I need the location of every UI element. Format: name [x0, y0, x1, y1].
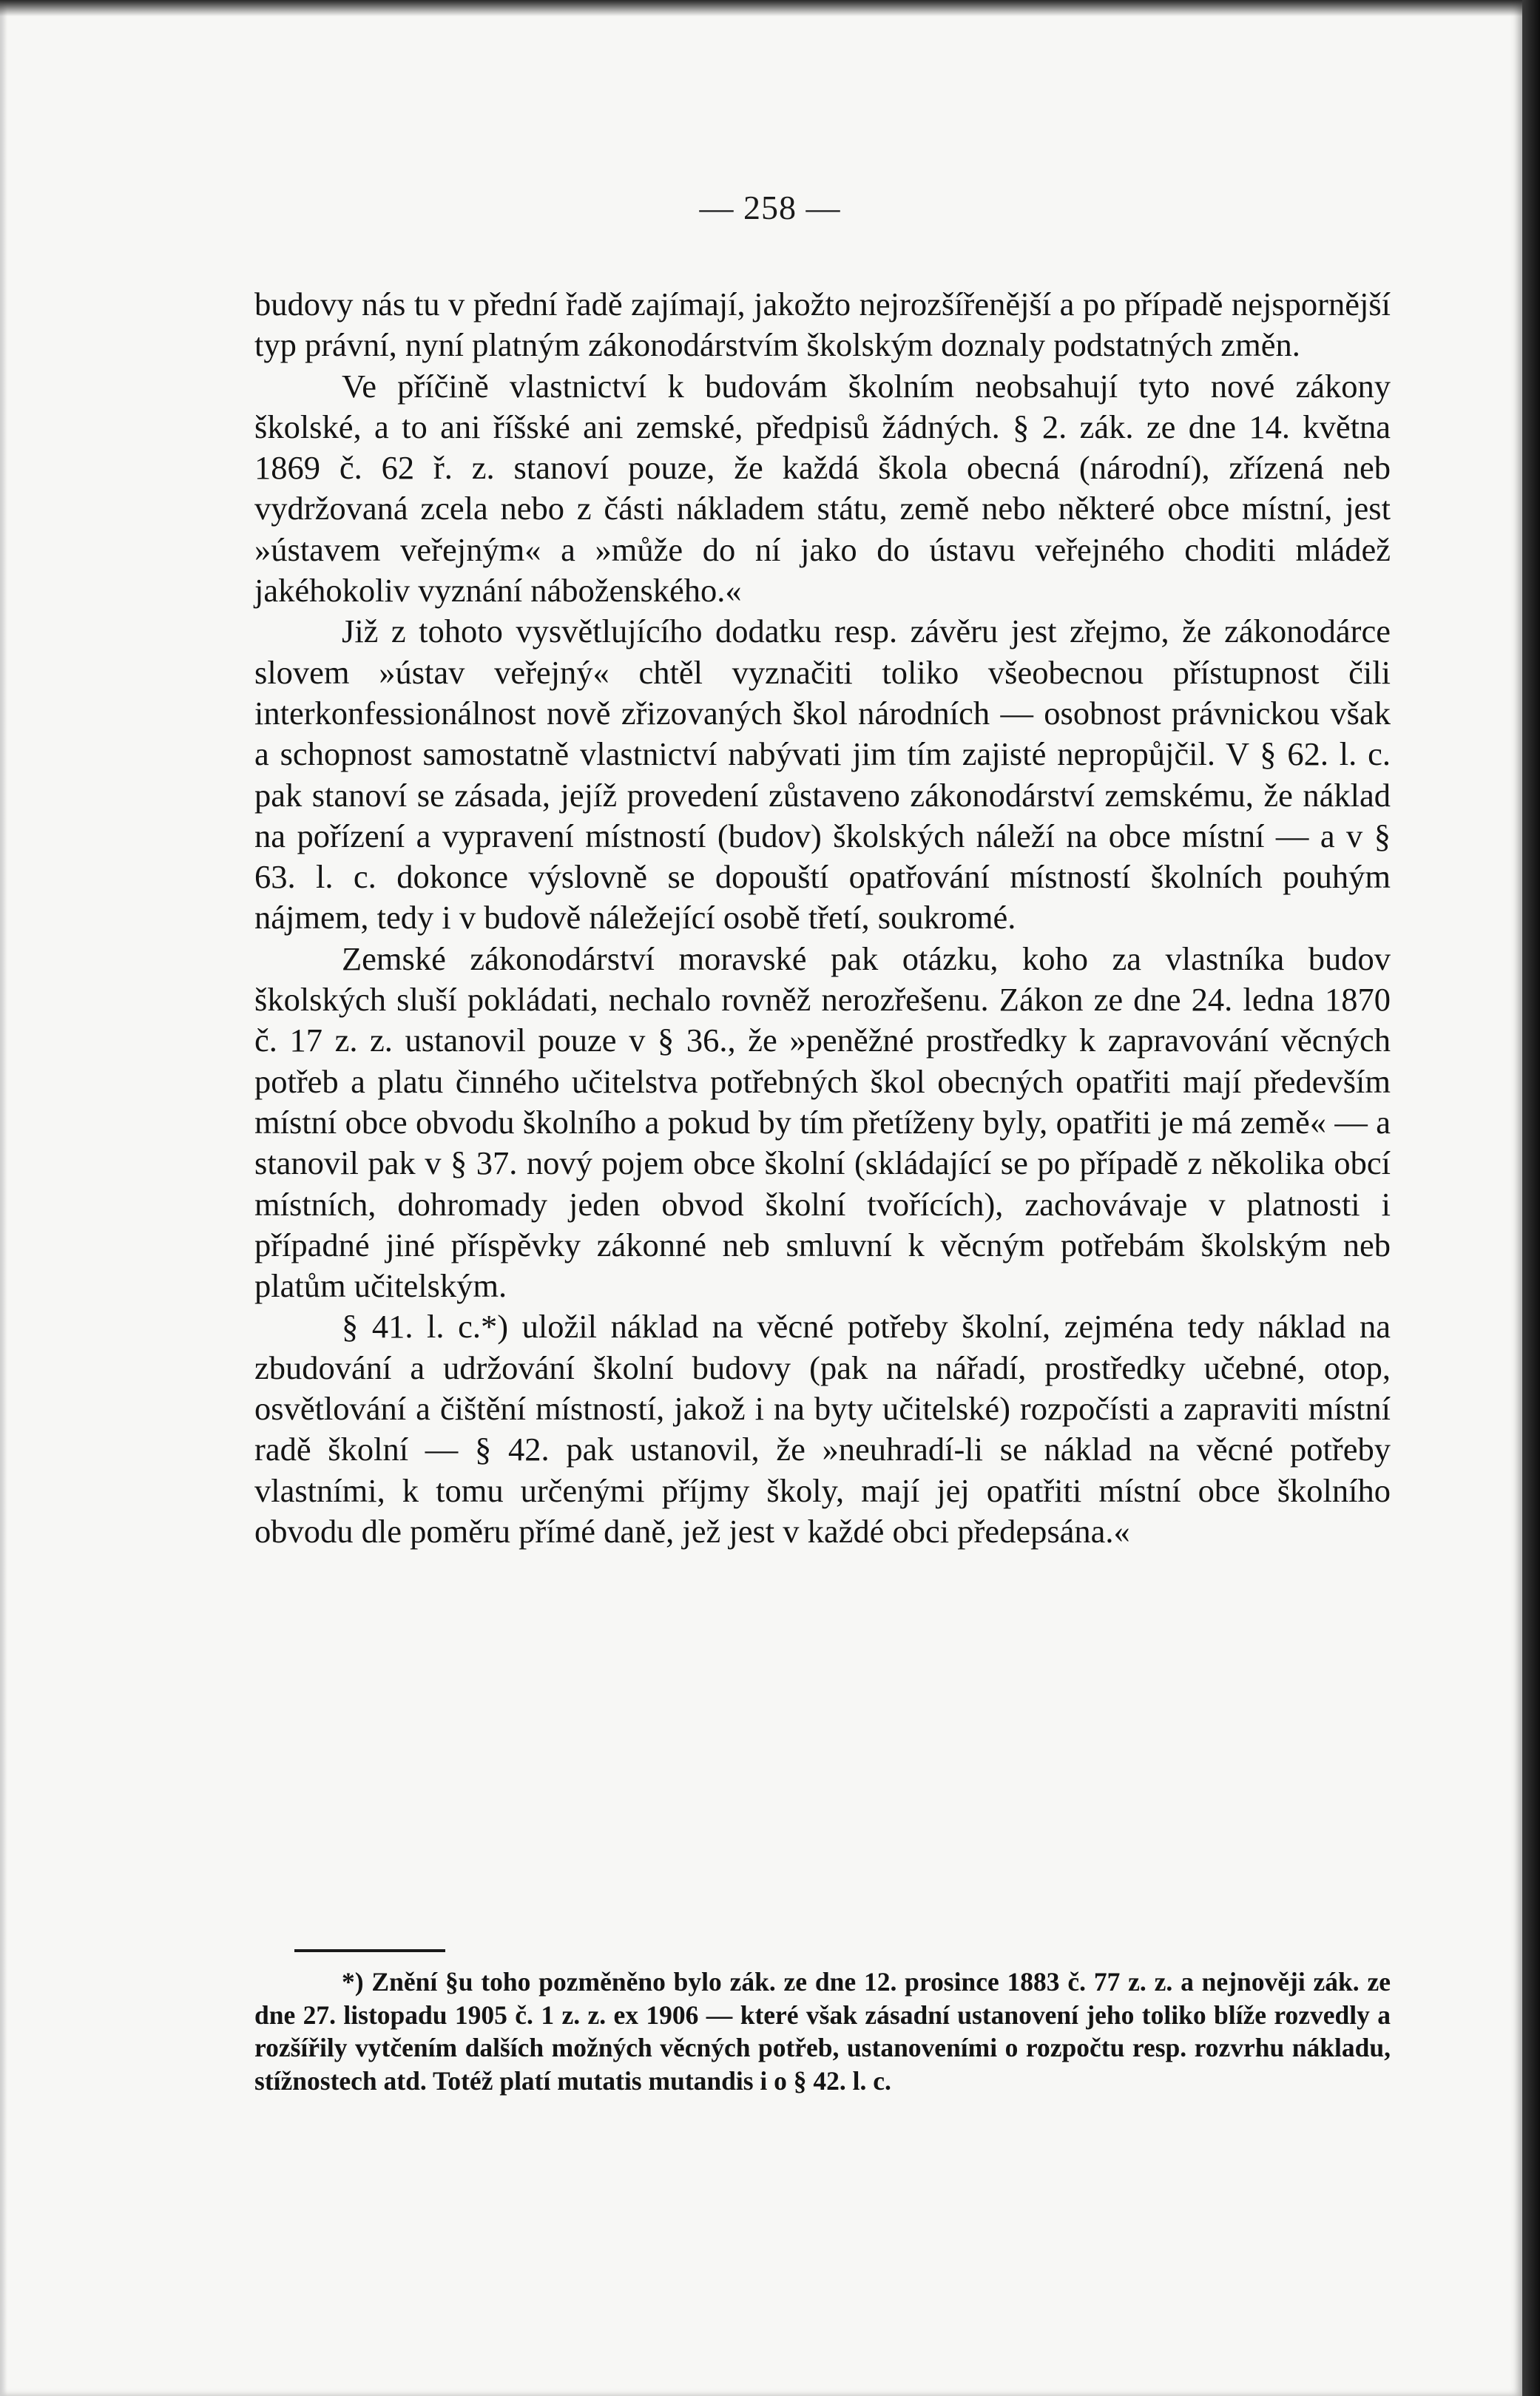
paragraph-3: Již z tohoto vysvětlujícího dodatku resp. závěru jest zřejmo, že zákonodárce slovem »ústav veřejný« chtěl vyznačiti toliko všeobecnou přístupnost čili interkonfessionálnost nově zřizovaných škol národních — osobnost právnickou však a schopnost samostatně vlastnictví nabývati jim tím zajisté nepropůjčil. V § 62. l. c. pak stanoví se zásada, jejíž provedení zůstaveno zákonodárství zemskému, že náklad na pořízení a vypravení místností (budov) školských náleží na obce místní — a v § 63. l. c. dokonce výslovně se dopouští opatřování místností školních pouhým nájmem, tedy i v budově náležející osobě třetí, soukromé. [254, 613, 1391, 937]
page-number: — 258 — [699, 189, 841, 226]
footnote-text: *) Znění §u toho pozměněno bylo zák. ze dne 12. prosince 1883 č. 77 z. z. a nejnověji zák. ze dne 27. listopadu 1905 č. 1 z. z. ex 1906 — které však zásadní ustanovení jeho toliko blíže rozvedly a rozšířily vytčením dalších možných věcných potřeb, ustanoveními o rozpočtu resp. rozvrhu nákladu, stížnostech atd. Totéž platí mutatis mutandis i o § 42. l. c. [254, 1967, 1391, 2096]
page-top-shadow [0, 0, 1540, 16]
footnote-divider [294, 1949, 445, 1952]
main-text [254, 284, 1391, 1552]
paragraph-4: Zemské zákonodárství moravské pak otázku, koho za vlastníka budov školských sluší pokládati, nechalo rovněž nerozřešenu. Zákon ze dne 24. ledna 1870 č. 17 z. z. ustanovil pouze v § 36., že »peněžné prostředky k zapravování věcných potřeb a platu činného učitelstva potřebných škol obecných opatřiti mají především místní obce obvodu školního a pokud by tím přetíženy byly, opatřiti je má země« — a stanovil pak v § 37. nový pojem obce školní (skládající se po případě z několika obcí místních, dohromady jeden obvod školní tvořících), zachovávaje v platnosti i případné jiné příspěvky zákonné neb smluvní k věcným potřebám školským neb platům učitelským. [254, 939, 1391, 1305]
paragraph-5: § 41. l. c.*) uložil náklad na věcné potřeby školní, zejména tedy náklad na zbudování a udržování školní budovy (pak na nářadí, prostředky učebné, otop, osvětlování a čištění místností, jakož i na byty učitelské) rozpočísti a zapraviti místní radě školní — § 42. pak ustanovil, že »neuhradí-li se náklad na věcné potřeby vlastními, k tomu určenými příjmy školy, mají jej opatřiti místní obce školního obvodu dle poměru přímé daně, jež jest v každé obci předepsána.« [254, 1308, 1391, 1550]
page-left-shadow [0, 0, 7, 2396]
paragraph-1: budovy nás tu v přední řadě zajímají, jakožto nejrozšířenější a po případě nejspornější typ právní, nyní platným zákonodárstvím školským doznaly podstatných změn. [254, 286, 1391, 364]
footnote [254, 1965, 1391, 2097]
paragraph-2: Ve příčině vlastnictví k budovám školním neobsahují tyto nové zákony školské, a to ani říšské ani zemské, předpisů žádných. § 2. zák. ze dne 14. května 1869 č. 62 ř. z. stanoví pouze, že každá škola obecná (národní), zřízená neb vydržovaná zcela nebo z části nákladem státu, země nebo některé obce místní, jest »ústavem veřejným« a »může do ní jako do ústavu veřejného choditi mládež jakéhokoliv vyznání náboženského.« [254, 367, 1391, 610]
scan-right-border [1522, 0, 1540, 2396]
